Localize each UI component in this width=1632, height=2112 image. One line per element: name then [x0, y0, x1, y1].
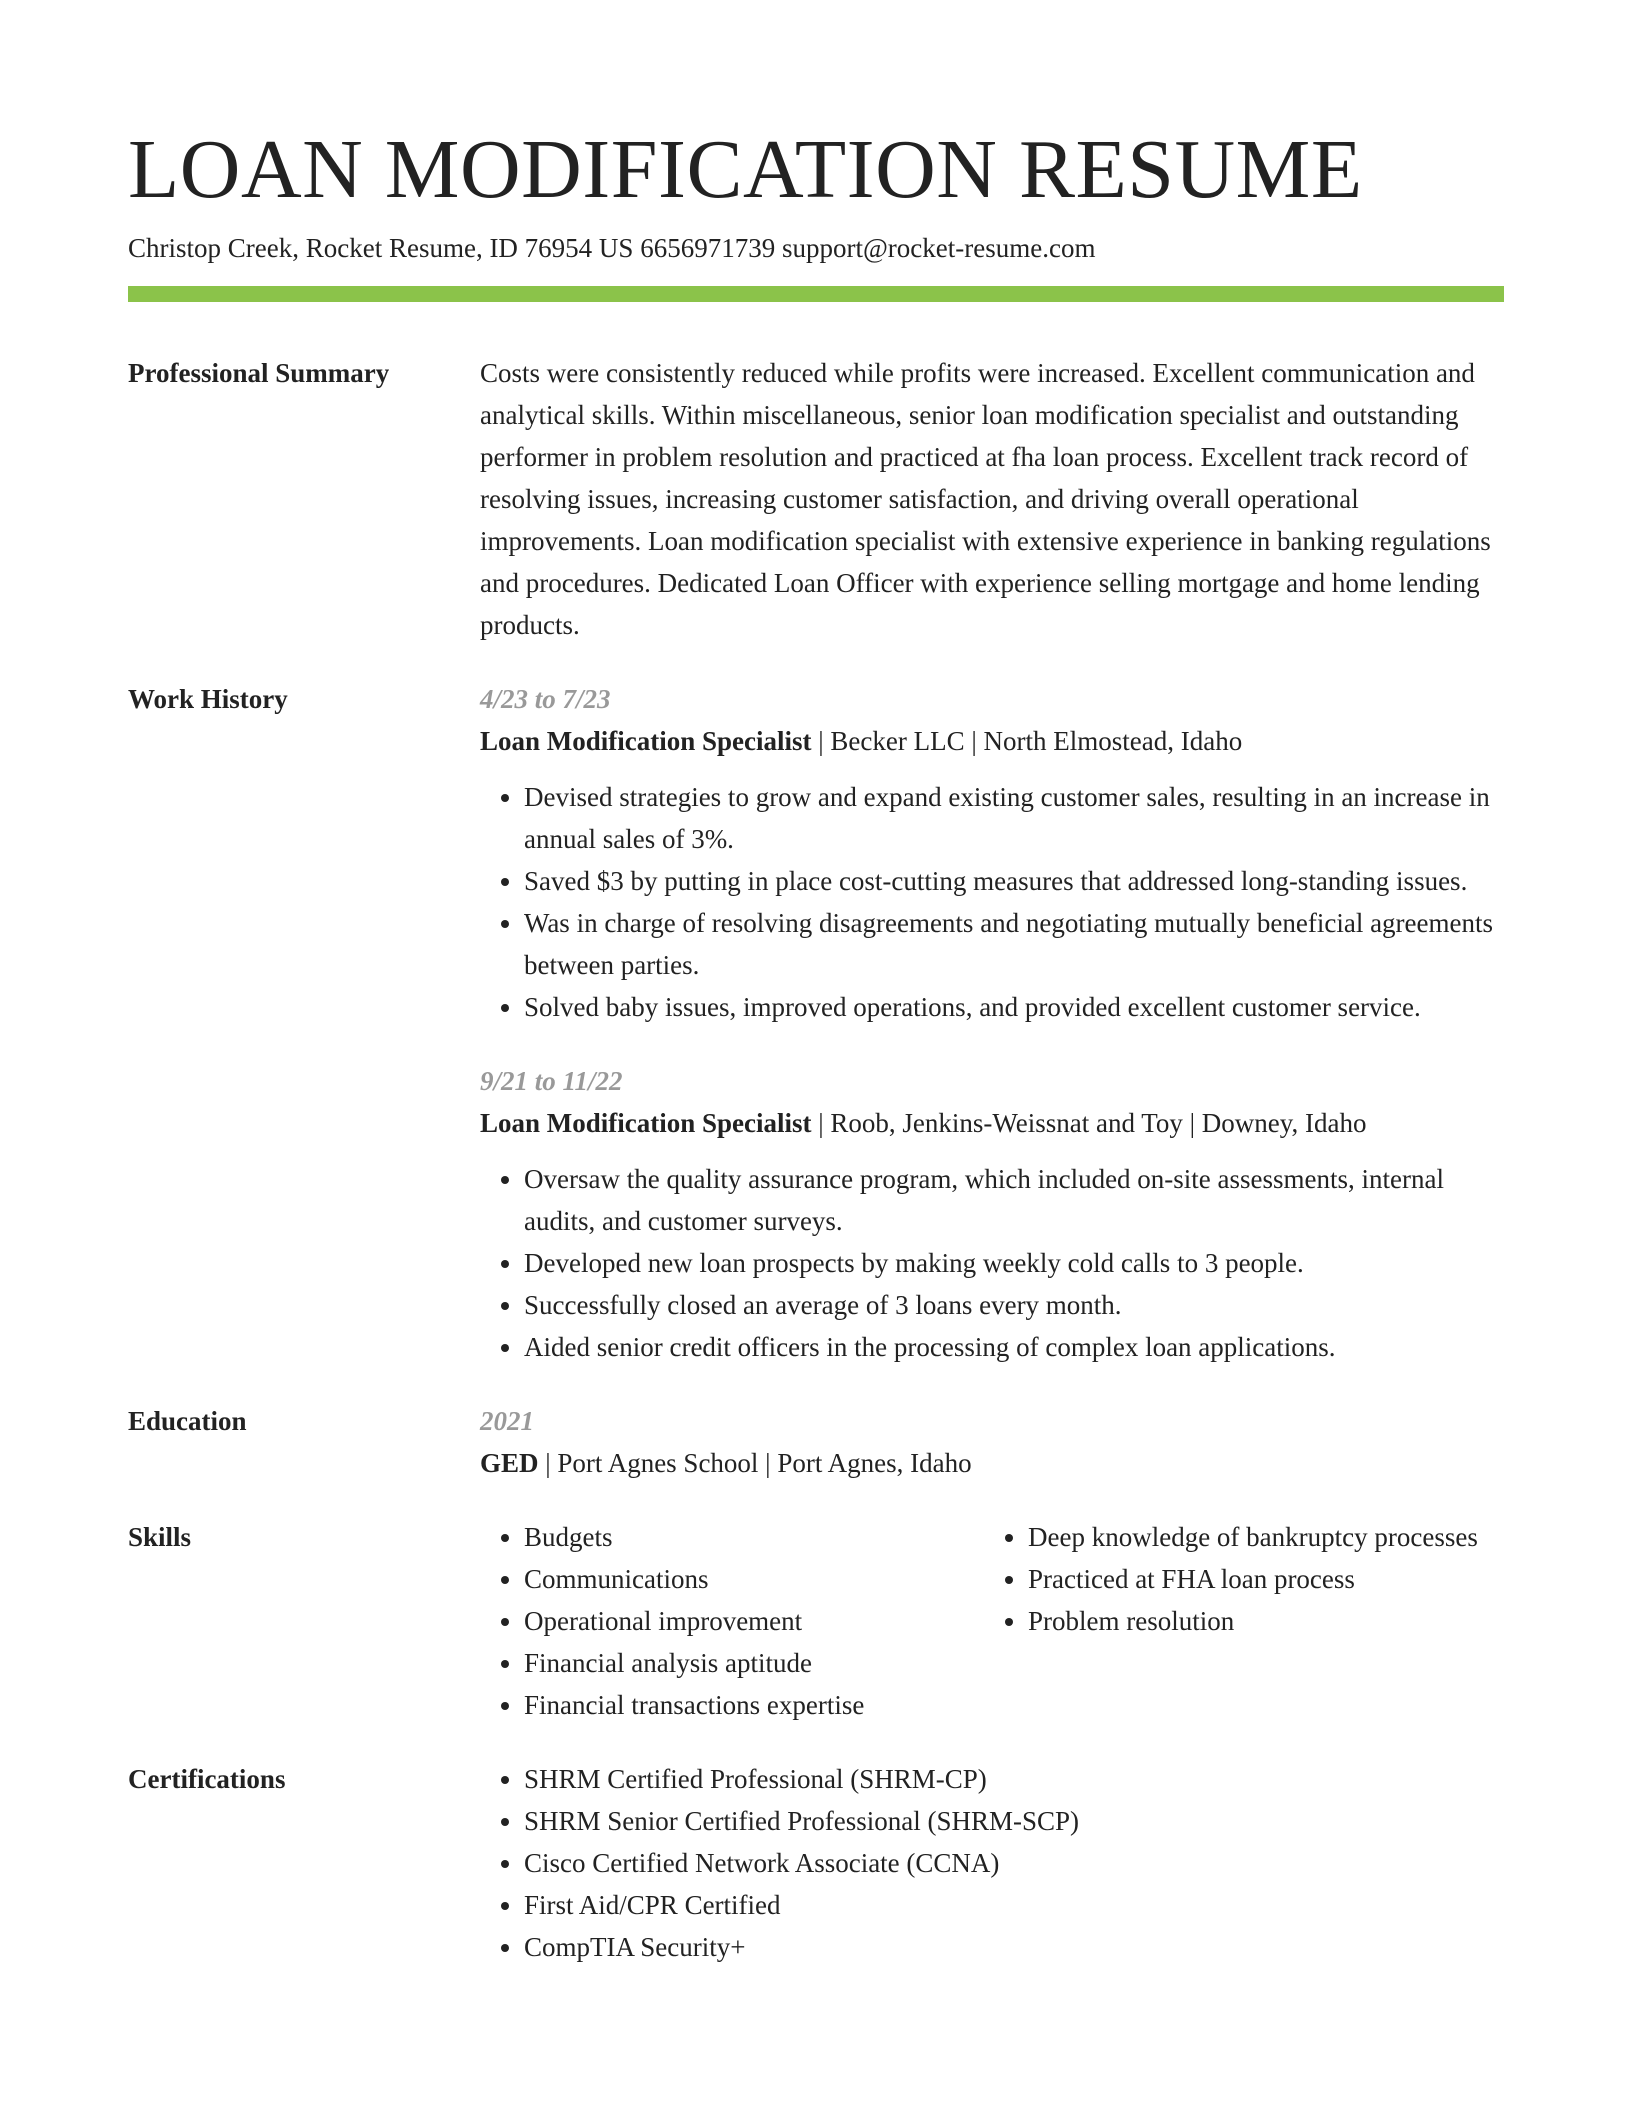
list-item: • SHRM Certified Professional (SHRM-CP) [524, 1758, 1504, 1800]
list-item: • Deep knowledge of bankruptcy processes [1028, 1516, 1504, 1558]
skills-section [128, 1516, 1504, 1726]
job-entry [480, 678, 1504, 1028]
section-label-certifications: Certifications [128, 1764, 286, 1794]
education-date: 2021 [480, 1406, 534, 1436]
list-item: • Developed new loan prospects by making weekly cold calls to 3 people. [524, 1242, 1504, 1284]
job-heading [480, 1102, 1504, 1144]
summary-section [128, 352, 1504, 646]
list-item: • Budgets [524, 1516, 984, 1558]
list-item: • Oversaw the quality assurance program, which included on-site assessments, internal audits, and customer surveys. [524, 1158, 1504, 1242]
list-item: • SHRM Senior Certified Professional (SHRM-SCP) [524, 1800, 1504, 1842]
list-item: • Devised strategies to grow and expand existing customer sales, resulting in an increase in annual sales of 3%. [524, 776, 1504, 860]
list-item: • Financial analysis aptitude [524, 1642, 984, 1684]
list-item: • Aided senior credit officers in the processing of complex loan applications. [524, 1326, 1504, 1368]
job-date: 4/23 to 7/23 [480, 684, 611, 714]
skills-column-2 [984, 1516, 1504, 1726]
education-content [480, 1400, 1504, 1484]
section-label-work-history: Work History [128, 684, 288, 714]
resume-page [128, 120, 1504, 1968]
list-item: • First Aid/CPR Certified [524, 1884, 1504, 1926]
list-item: • Financial transactions expertise [524, 1684, 984, 1726]
job-details: | Becker LLC | North Elmostead, Idaho [811, 726, 1243, 756]
list-item: • Solved baby issues, improved operations, and provided excellent customer service. [524, 986, 1504, 1028]
list-item: • Operational improvement [524, 1600, 984, 1642]
list-item: • Successfully closed an average of 3 loans every month. [524, 1284, 1504, 1326]
work-history-section [128, 678, 1504, 1368]
job-details: | Roob, Jenkins-Weissnat and Toy | Downey, Idaho [811, 1108, 1367, 1138]
list-item: • Problem resolution [1028, 1600, 1504, 1642]
contact-line: Christop Creek, Rocket Resume, ID 76954 US 6656971739 support@rocket-resume.com [128, 233, 1096, 263]
education-heading [480, 1442, 1504, 1484]
list-item: • CompTIA Security+ [524, 1926, 1504, 1968]
section-label-education: Education [128, 1406, 247, 1436]
list-item: • Communications [524, 1558, 984, 1600]
education-degree: GED [480, 1448, 539, 1478]
certifications-content [480, 1758, 1504, 1968]
job-date: 9/21 to 11/22 [480, 1066, 623, 1096]
job-bullets [480, 776, 1504, 1028]
job-bullets [480, 1158, 1504, 1368]
section-label-skills: Skills [128, 1522, 192, 1552]
skills-content [480, 1516, 1504, 1726]
summary-text: Costs were consistently reduced while profits were increased. Excellent communication and analytical skills. Within miscellaneous, senior loan modification specialist and outstanding performer in problem resolution and practiced at fha loan process. Excellent track record of resolving issues, increasing customer satisfaction, and driving overall operational improvements. Loan modification specialist with extensive experience in banking regulations and procedures. Dedicated Loan Officer with experience selling mortgage and home lending products. [480, 358, 1491, 640]
job-heading [480, 720, 1504, 762]
certifications-list [480, 1758, 1504, 1968]
list-item: • Was in charge of resolving disagreements and negotiating mutually beneficial agreements between parties. [524, 902, 1504, 986]
job-title: Loan Modification Specialist [480, 1108, 812, 1138]
education-section [128, 1400, 1504, 1484]
certifications-section [128, 1758, 1504, 1968]
list-item: • Cisco Certified Network Associate (CCNA) [524, 1842, 1504, 1884]
job-entry [480, 1060, 1504, 1368]
section-label-summary: Professional Summary [128, 358, 390, 388]
education-details: | Port Agnes School | Port Agnes, Idaho [538, 1448, 972, 1478]
list-item: • Saved $3 by putting in place cost-cutting measures that addressed long-standing issues. [524, 860, 1504, 902]
skills-column-1 [480, 1516, 984, 1726]
list-item: • Practiced at FHA loan process [1028, 1558, 1504, 1600]
resume-title: LOAN MODIFICATION RESUME [128, 123, 1363, 216]
work-history-content [480, 678, 1504, 1368]
job-title: Loan Modification Specialist [480, 726, 812, 756]
accent-divider [128, 286, 1504, 302]
